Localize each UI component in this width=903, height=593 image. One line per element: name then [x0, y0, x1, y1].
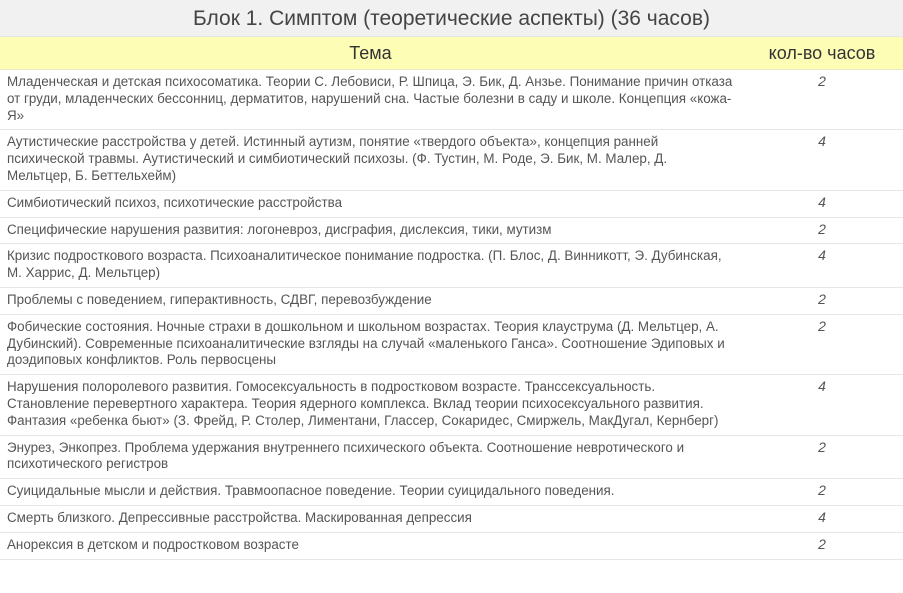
table-row [0, 217, 903, 244]
row-topic: Анорексия в детском и подростковом возрасте [0, 532, 741, 559]
row-topic: Фобические состояния. Ночные страхи в дошкольном и школьном возрастах. Теория клауструма (Д. Мельтцер, А. Дубинский). Современные психоаналитические взгляды на случай «маленького Ганса». Соотношение Эдиповых и доэдиповых конфликтов. Роль первосцены [0, 314, 741, 374]
block-title: Блок 1. Симптом (теоретические аспекты) (36 часов) [0, 0, 903, 37]
row-topic: Младенческая и детская психосоматика. Теории С. Лебовиси, Р. Шпица, Э. Бик, Д. Анзье. Понимание причин отказа от груди, младенческих бессонниц, дерматитов, нарушений сна. Частые болезни в саду и школе. Концепция «кожа-Я» [0, 70, 741, 130]
table-row [0, 505, 903, 532]
table-row [0, 244, 903, 288]
row-hours: 2 [741, 532, 903, 559]
row-topic: Специфические нарушения развития: логоневроз, дисграфия, дислексия, тики, мутизм [0, 217, 741, 244]
header-hours: кол-во часов [741, 37, 903, 70]
table-row [0, 70, 903, 130]
row-topic: Суицидальные мысли и действия. Травмоопасное поведение. Теории суицидального поведения. [0, 479, 741, 506]
row-topic: Энурез, Энкопрез. Проблема удержания внутреннего психического объекта. Соотношение невротического и психотического регистров [0, 435, 741, 479]
row-hours: 2 [741, 314, 903, 374]
row-hours: 4 [741, 244, 903, 288]
table-header-row [0, 37, 903, 70]
row-topic: Нарушения полоролевого развития. Гомосексуальность в подростковом возрасте. Транссексуальность. Становление перевертного характера. Теория ядерного комплекса. Вклад теории психосексуального развития. Фантазия «ребенка бьют» (З. Фрейд, Р. Столер, Лиментани, Глассер, Сокаридес, Смиржель, МакДугал, Кернберг) [0, 375, 741, 435]
row-hours: 4 [741, 375, 903, 435]
row-hours: 4 [741, 130, 903, 190]
table-row [0, 130, 903, 190]
row-topic: Симбиотический психоз, психотические расстройства [0, 190, 741, 217]
row-topic: Кризис подросткового возраста. Психоаналитическое понимание подростка. (П. Блос, Д. Винникотт, Э. Дубинская, М. Харрис, Д. Мельтцер) [0, 244, 741, 288]
table-row [0, 190, 903, 217]
table-row [0, 375, 903, 435]
row-topic: Проблемы с поведением, гиперактивность, СДВГ, перевозбуждение [0, 287, 741, 314]
row-hours: 2 [741, 217, 903, 244]
row-hours: 2 [741, 435, 903, 479]
table-row [0, 479, 903, 506]
row-topic: Аутистические расстройства у детей. Истинный аутизм, понятие «твердого объекта», концепция ранней психической травмы. Аутистический и симбиотический психозы. (Ф. Тустин, М. Роде, Э. Бик, М. Малер, Д. Мельтцер, Б. Беттельхейм) [0, 130, 741, 190]
table-row [0, 287, 903, 314]
row-hours: 2 [741, 479, 903, 506]
header-topic: Тема [0, 37, 741, 70]
table-row [0, 314, 903, 374]
table-row [0, 532, 903, 559]
row-hours: 2 [741, 70, 903, 130]
row-hours: 2 [741, 287, 903, 314]
table-row [0, 435, 903, 479]
row-hours: 4 [741, 190, 903, 217]
row-topic: Смерть близкого. Депрессивные расстройства. Маскированная депрессия [0, 505, 741, 532]
topics-table [0, 37, 903, 560]
row-hours: 4 [741, 505, 903, 532]
